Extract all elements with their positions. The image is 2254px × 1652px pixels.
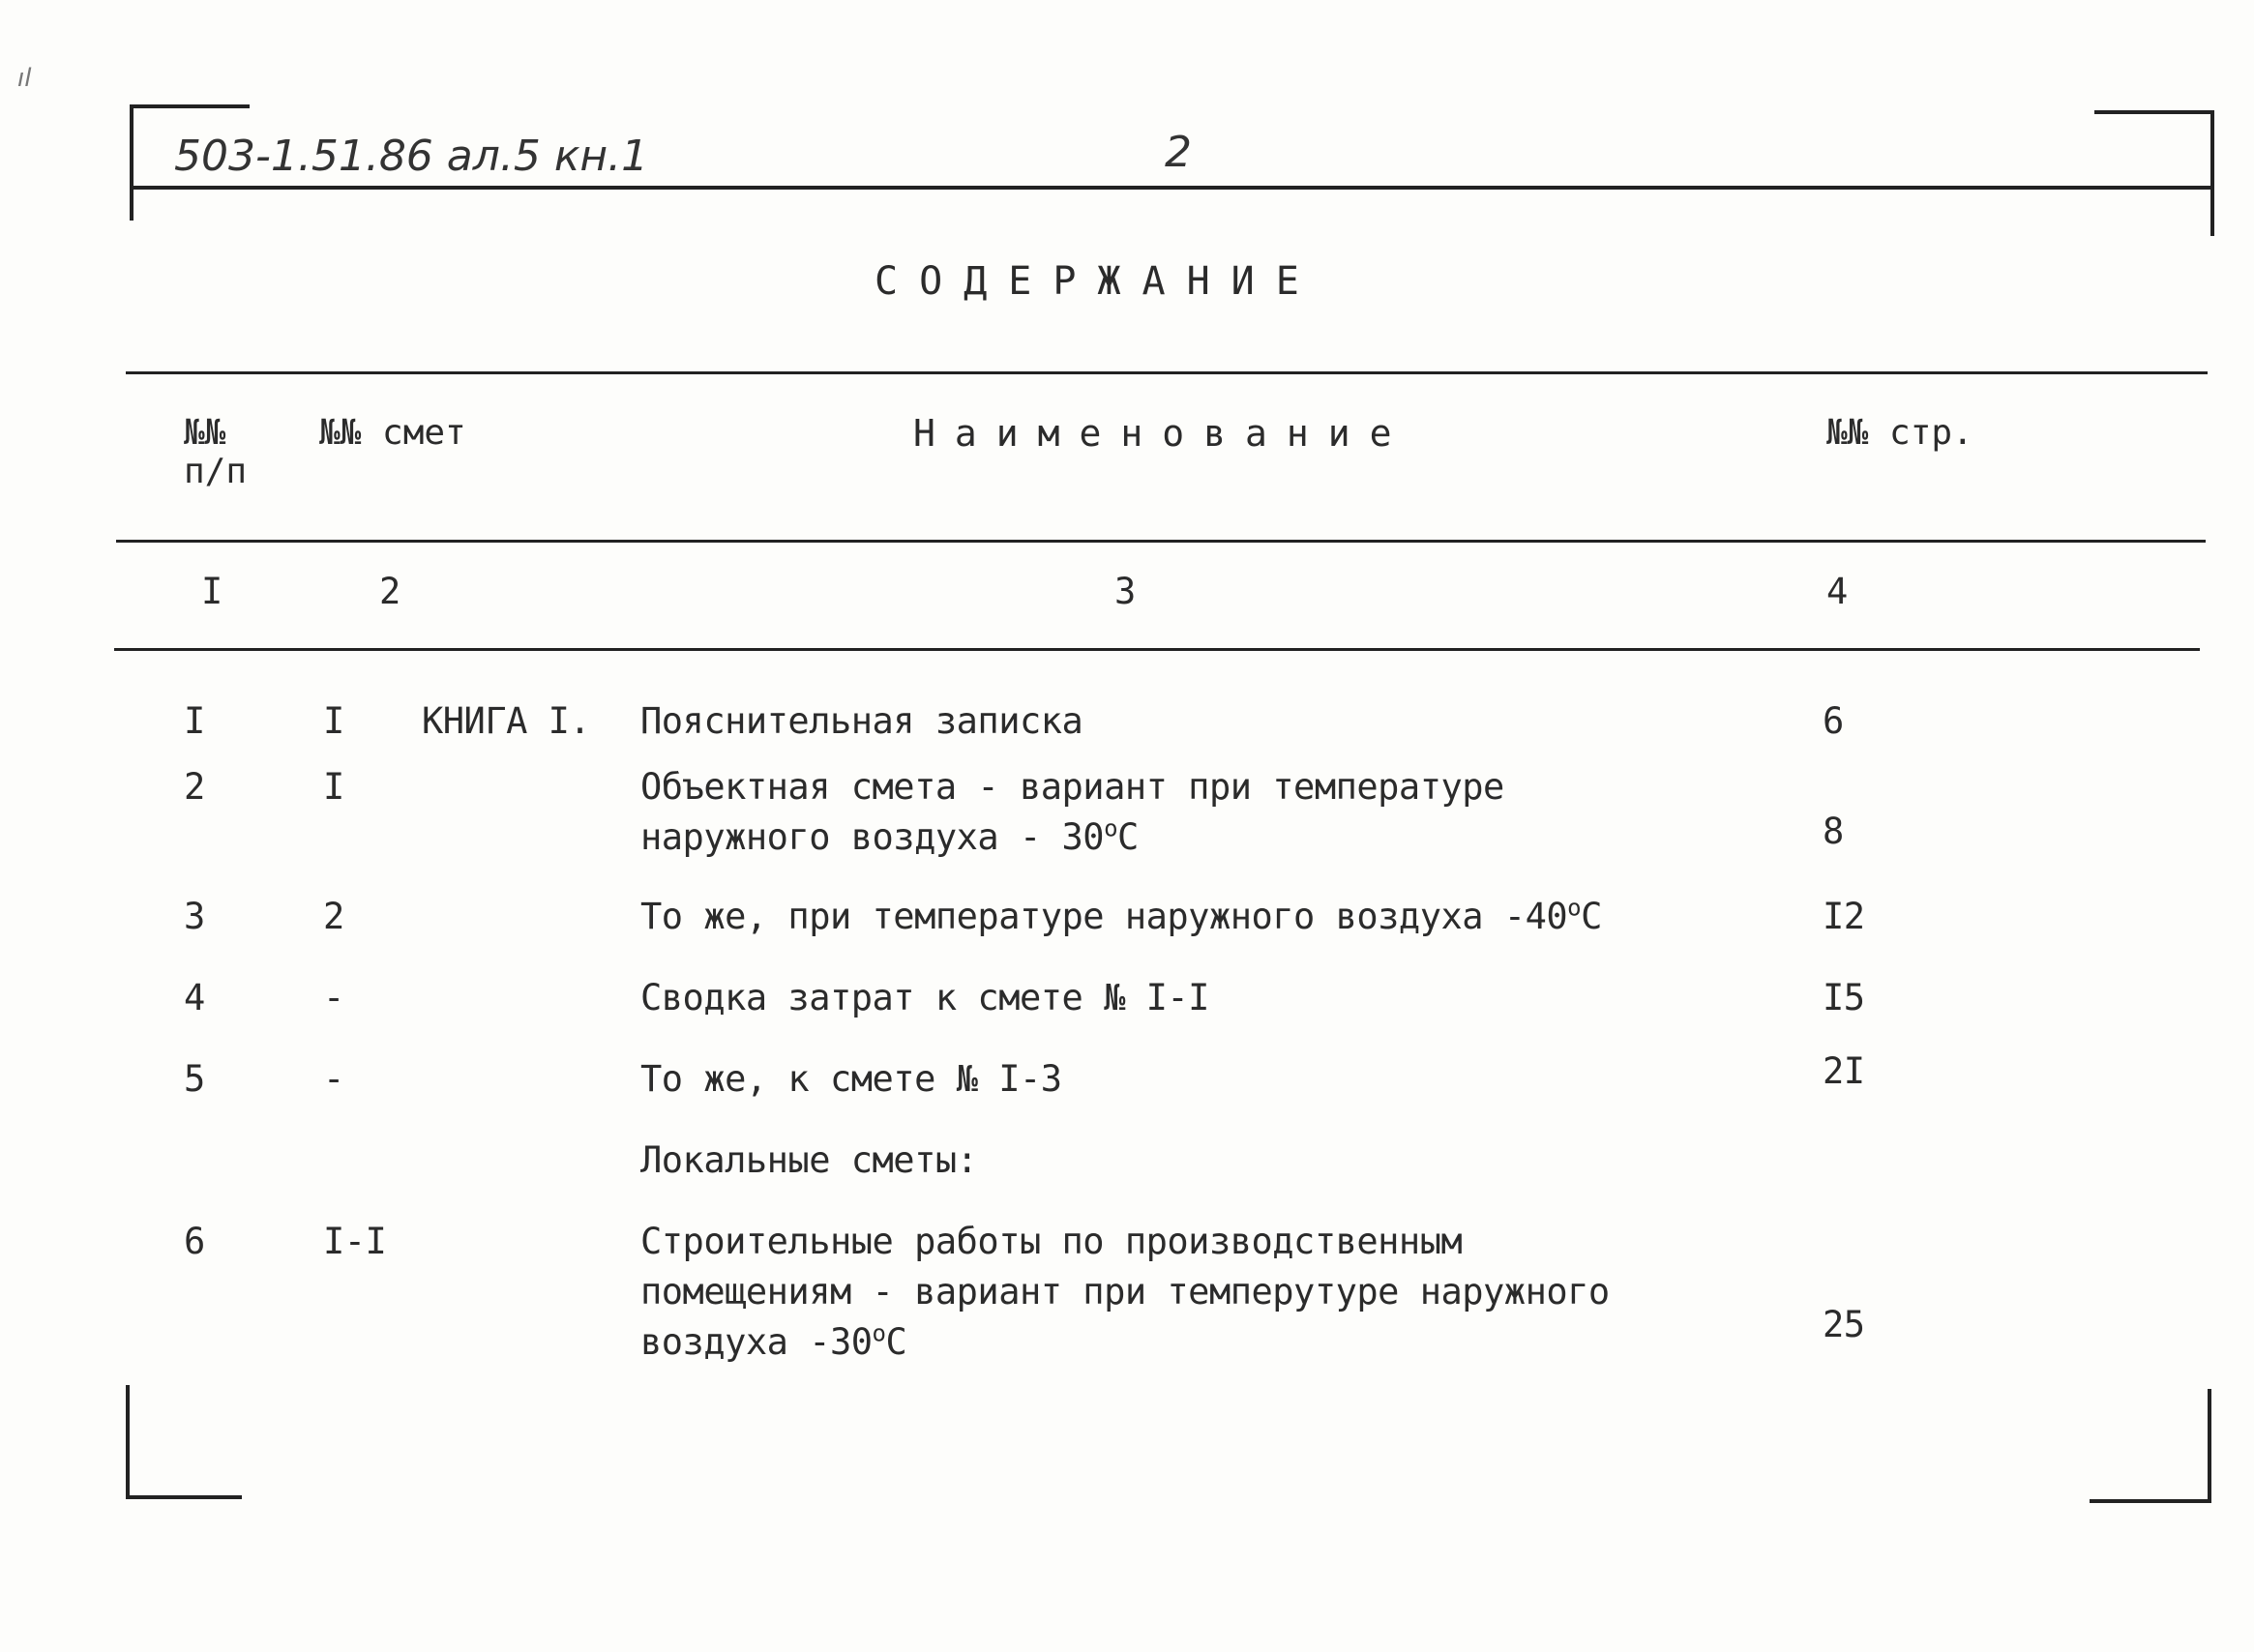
column-number-4: 4: [1826, 571, 1848, 612]
row-smeta: -: [323, 1058, 344, 1100]
row-number: 6: [184, 1221, 205, 1262]
header-col-page: №№ стр.: [1826, 413, 1973, 453]
column-number-1: I: [201, 571, 222, 612]
row-number: 5: [184, 1058, 205, 1100]
row-page: 6: [1823, 700, 1844, 742]
row-number: I: [184, 700, 205, 742]
row-smeta: I: [323, 766, 344, 808]
header-col-number-line1: №№: [184, 413, 226, 453]
row-page: I2: [1823, 896, 1865, 937]
column-number-3: 3: [1114, 571, 1136, 612]
row-smeta: -: [323, 977, 344, 1018]
row-page: I5: [1823, 977, 1865, 1018]
header-col-smeta: №№ смет: [319, 413, 466, 453]
row-description-line: Сводка затрат к смете № I-I: [640, 977, 1209, 1018]
header-col-name: Наименование: [913, 412, 1411, 455]
row-book: КНИГА I.: [422, 700, 591, 742]
header-bottom-rule: [116, 540, 2206, 543]
table-top-rule: [126, 371, 2208, 374]
row-page: 2I: [1823, 1050, 1865, 1092]
row-number: 3: [184, 896, 205, 937]
row-smeta: 2: [323, 896, 344, 937]
row-description-line: наружного воздуха - 30$^o$С: [640, 814, 1139, 858]
row-page: 25: [1823, 1304, 1865, 1345]
row-description-line: помещениям - вариант при темперутуре наружного: [640, 1271, 1610, 1313]
row-description-line: Объектная смета - вариант при температуре: [640, 766, 1504, 808]
header-rule: [130, 186, 2213, 190]
page-title: СОДЕРЖАНИЕ: [875, 259, 1320, 304]
row-description-line: Локальные сметы:: [640, 1139, 978, 1181]
row-page: 8: [1823, 811, 1844, 852]
row-number: 4: [184, 977, 205, 1018]
column-number-2: 2: [379, 571, 400, 612]
row-description-line: То же, при температуре наружного воздуха -40$^o$С: [640, 894, 1602, 937]
row-smeta: I: [323, 700, 344, 742]
corner-mark: ıl: [17, 64, 32, 93]
row-description-line: То же, к смете № I-3: [640, 1058, 1062, 1100]
page-number: 2: [1165, 128, 1192, 177]
row-number: 2: [184, 766, 205, 808]
column-numbers-rule: [114, 648, 2200, 651]
row-smeta: I-I: [323, 1221, 387, 1262]
document-code: 503-1.51.86 ал.5 кн.1: [174, 132, 649, 181]
header-col-number-line2: п/п: [184, 452, 248, 491]
row-description-line: Пояснительная записка: [640, 700, 1083, 742]
header-col-number: [184, 414, 247, 491]
row-description-line: воздуха -30$^o$С: [640, 1319, 907, 1363]
row-description-line: Строительные работы по производственным: [640, 1221, 1463, 1262]
